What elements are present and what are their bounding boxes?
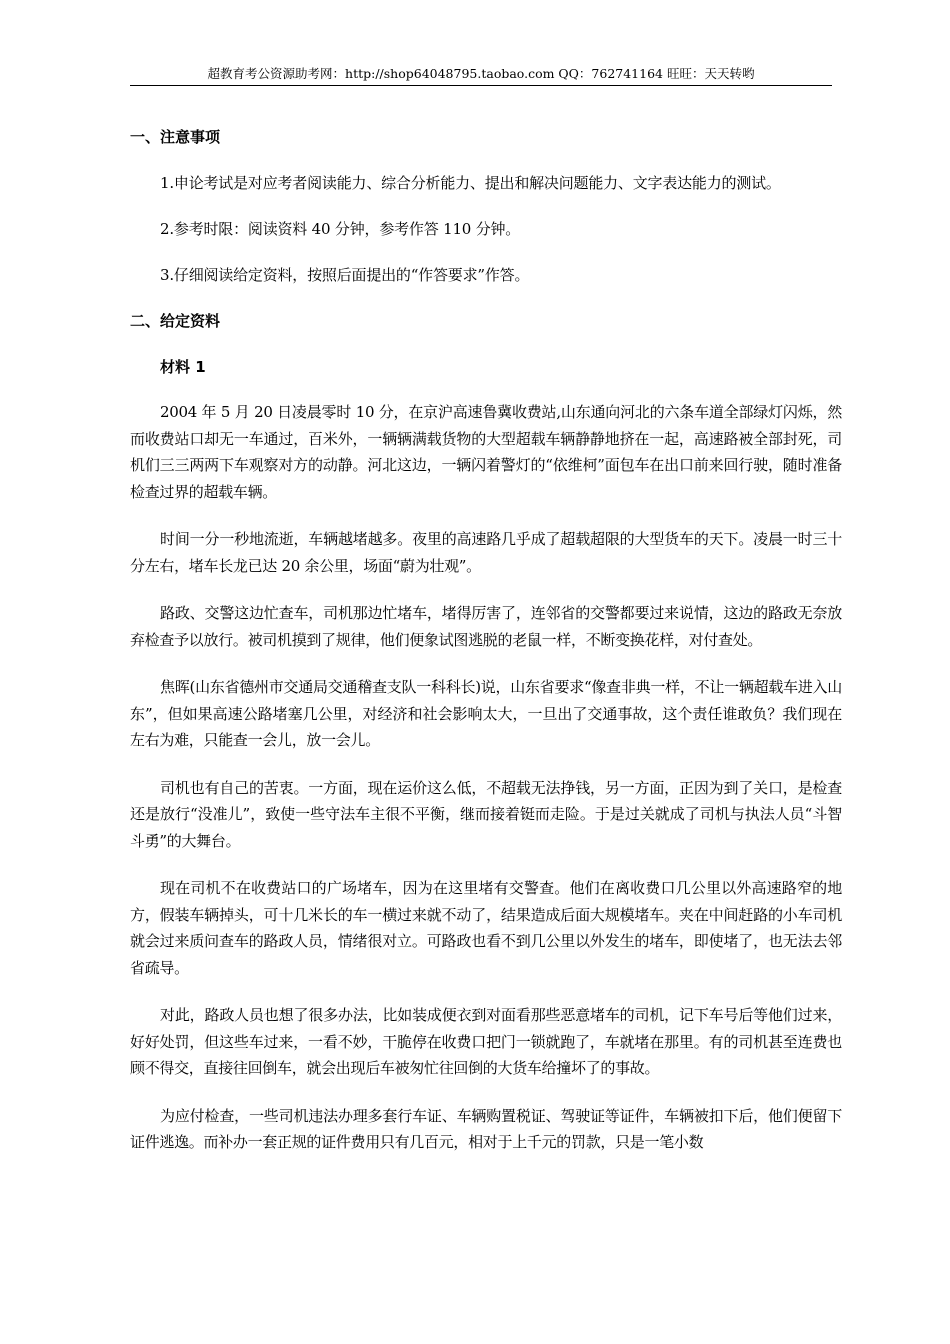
material-paragraph: 路政、交警这边忙查车，司机那边忙堵车，堵得厉害了，连邻省的交警都要过来说情，这边的路政无奈放弃检查予以放行。被司机摸到了规律，他们便象试图逃脱的老鼠一样，不断变换花样，对付查处。 xyxy=(130,604,842,649)
section-title-materials: 二、给定资料 xyxy=(130,312,221,330)
document-body xyxy=(130,125,842,1156)
material-title: 材料 1 xyxy=(160,358,206,376)
notice-item: 1.申论考试是对应考者阅读能力、综合分析能力、提出和解决问题能力、文字表达能力的测试。 xyxy=(160,174,781,192)
header-divider xyxy=(130,85,832,86)
material-paragraph: 现在司机不在收费站口的广场堵车，因为在这里堵有交警查。他们在离收费口几公里以外高速路窄的地方，假装车辆掉头，可十几米长的车一横过来就不动了，结果造成后面大规模堵车。夹在中间赶路的小车司机就会过来质问查车的路政人员，情绪很对立。可路政也看不到几公里以外发生的堵车，即使堵了，也无法去邻省疏导。 xyxy=(130,879,842,977)
notice-item: 3.仔细阅读给定资料，按照后面提出的“作答要求”作答。 xyxy=(160,266,530,284)
material-paragraph: 为应付检查，一些司机违法办理多套行车证、车辆购置税证、驾驶证等证件，车辆被扣下后，他们便留下证件逃逸。而补办一套正规的证件费用只有几百元，相对于上千元的罚款，只是一笔小数 xyxy=(130,1106,842,1151)
section-title-notice: 一、注意事项 xyxy=(130,128,221,146)
material-paragraph: 2004 年 5 月 20 日凌晨零时 10 分，在京沪高速鲁冀收费站,山东通向河北的六条车道全部绿灯闪烁，然而收费站口却无一车通过，百米外，一辆辆满载货物的大型超载车辆静静地挤在一起，高速路被全部封死，司机们三三两两下车观察对方的动静。河北这边，一辆闪着警灯的“依维柯”面包车在出口前来回行驶，随时准备检查过界的超载车辆。 xyxy=(130,403,842,501)
material-paragraph: 对此，路政人员也想了很多办法，比如装成便衣到对面看那些恶意堵车的司机，记下车号后等他们过来，好好处罚，但这些车过来，一看不妙，干脆停在收费口把门一锁就跑了，车就堵在那里。有的司机甚至连费也顾不得交，直接往回倒车，就会出现后车被匆忙往回倒的大货车给撞坏了的事故。 xyxy=(130,1006,842,1077)
material-paragraph: 司机也有自己的苦衷。一方面，现在运价这么低，不超载无法挣钱，另一方面，正因为到了关口，是检查还是放行“没准儿”，致使一些守法车主很不平衡，继而接着铤而走险。于是过关就成了司机与执法人员“斗智斗勇”的大舞台。 xyxy=(130,778,842,850)
page-header: 超教育考公资源助考网：http://shop64048795.taobao.com QQ：762741164 旺旺：天天转哟 xyxy=(207,66,755,81)
notice-item: 2.参考时限：阅读资料 40 分钟，参考作答 110 分钟。 xyxy=(160,220,521,238)
material-paragraph: 时间一分一秒地流逝，车辆越堵越多。夜里的高速路几乎成了超载超限的大型货车的天下。凌晨一时三十分左右，堵车长龙已达 20 余公里，场面“蔚为壮观”。 xyxy=(130,530,842,575)
material-paragraph: 焦晖(山东省德州市交通局交通稽查支队一科科长)说，山东省要求“像查非典一样，不让一辆超载车进入山东”，但如果高速公路堵塞几公里，对经济和社会影响太大，一旦出了交通事故，这个责任谁敢负？我们现在左右为难，只能查一会儿，放一会儿。 xyxy=(130,678,842,749)
